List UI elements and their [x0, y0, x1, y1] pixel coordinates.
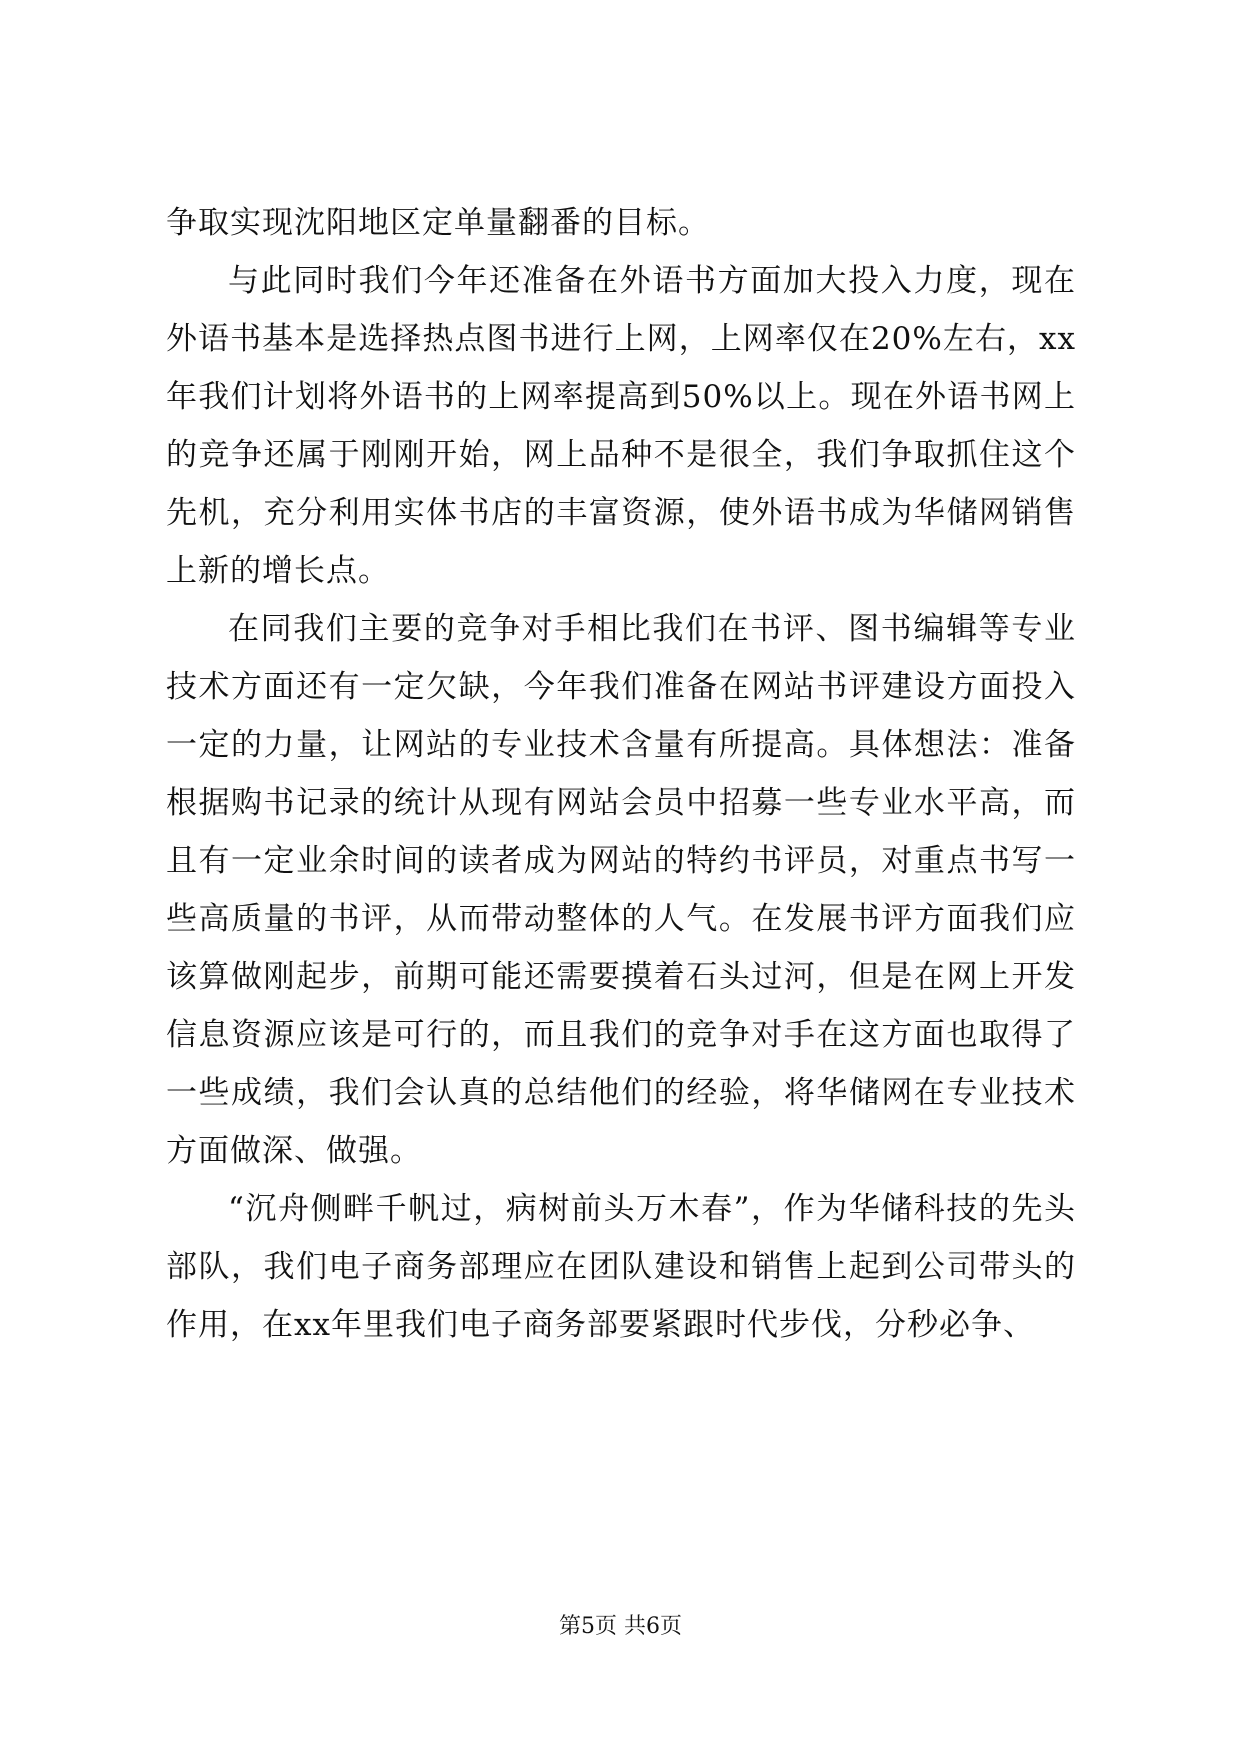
paragraph-1: 争取实现沈阳地区定单量翻番的目标。: [166, 205, 710, 241]
document-body: [166, 194, 1076, 1354]
page-number-footer: 第5页 共6页: [559, 1614, 682, 1639]
paragraph-3: 在同我们主要的竞争对手相比我们在书评、图书编辑等专业技术方面还有一定欠缺，今年我们准备在网站书评建设方面投入一定的力量，让网站的专业技术含量有所提高。具体想法：准备根据购书记录的统计从现有网站会员中招募一些专业水平高，而且有一定业余时间的读者成为网站的特约书评员，对重点书写一些高质量的书评，从而带动整体的人气。在发展书评方面我们应该算做刚起步，前期可能还需要摸着石头过河，但是在网上开发信息资源应该是可行的，而且我们的竞争对手在这方面也取得了一些成绩，我们会认真的总结他们的经验，将华储网在专业技术方面做深、做强。: [166, 611, 1076, 1169]
paragraph-2: 与此同时我们今年还准备在外语书方面加大投入力度，现在外语书基本是选择热点图书进行上网，上网率仅在20%左右，xx年我们计划将外语书的上网率提高到50%以上。现在外语书网上的竞争还属于刚刚开始，网上品种不是很全，我们争取抓住这个先机，充分利用实体书店的丰富资源，使外语书成为华储网销售上新的增长点。: [166, 263, 1076, 589]
paragraph-4: “沉舟侧畔千帆过，病树前头万木春”，作为华储科技的先头部队，我们电子商务部理应在团队建设和销售上起到公司带头的作用，在xx年里我们电子商务部要紧跟时代步伐，分秒必争、: [166, 1191, 1076, 1343]
